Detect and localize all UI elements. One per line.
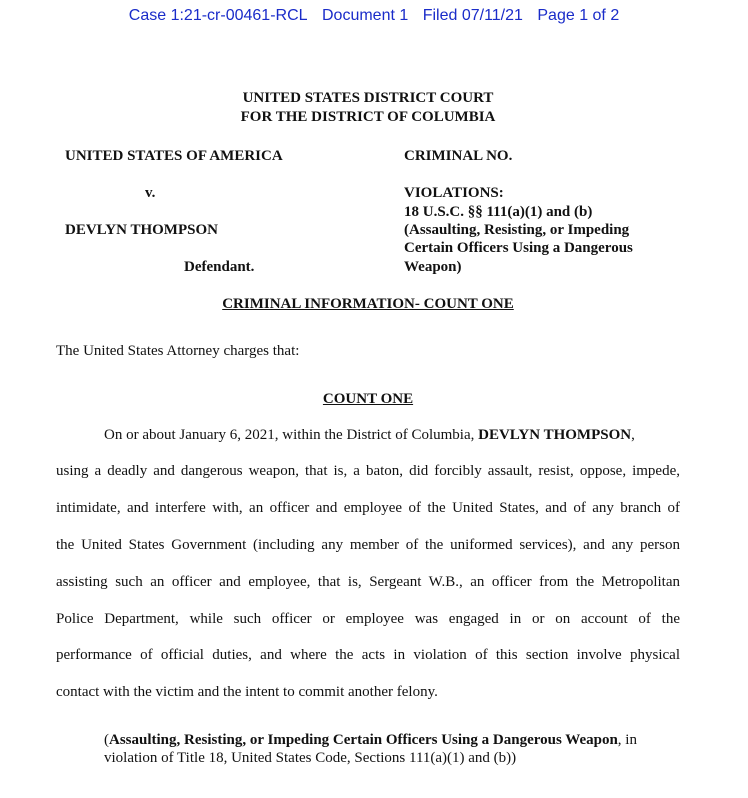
body-line: performance of official duties, and where the acts in violation of this section involve physical [56, 647, 680, 663]
body-line-last: contact with the victim and the intent to commit another felony. [56, 684, 438, 700]
count-title: COUNT ONE [322, 391, 414, 407]
defendant-name: DEVLYN THOMPSON [65, 222, 218, 238]
page-indicator: Page 1 of 2 [537, 7, 620, 24]
filed-date: Filed 07/11/21 [422, 7, 523, 24]
intro-text: The United States Attorney charges that: [56, 343, 300, 359]
violations-label: VIOLATIONS: [404, 185, 504, 201]
defendant-label: Defendant. [184, 259, 255, 275]
case-number: Case 1:21-cr-00461-RCL [128, 7, 308, 24]
violations-line: Certain Officers Using a Dangerous [404, 240, 633, 256]
citation-text: ( [104, 732, 109, 748]
defendant-name-inline: DEVLYN THOMPSON [478, 427, 632, 443]
violations-line: (Assaulting, Resisting, or Impeding [404, 222, 630, 238]
body-line: assisting such an officer and employee, that is, Sergeant W.B., an officer from the Metropolitan [56, 574, 680, 590]
ecf-header [0, 7, 748, 25]
body-line: using a deadly and dangerous weapon, that is, a baton, did forcibly assault, resist, oppose, impede, [56, 463, 680, 479]
violations-line: 18 U.S.C. §§ 111(a)(1) and (b) [404, 204, 593, 220]
information-title: CRIMINAL INFORMATION- COUNT ONE [222, 296, 514, 312]
citation-text: , in [617, 732, 637, 748]
body-text: , [631, 427, 635, 443]
document-number: Document 1 [321, 7, 409, 24]
citation-line2: violation of Title 18, United States Code, Sections 111(a)(1) and (b)) [104, 750, 517, 766]
court-name-line1: UNITED STATES DISTRICT COURT [242, 90, 494, 106]
court-name-line2: FOR THE DISTRICT OF COLUMBIA [240, 109, 496, 125]
body-line: Police Department, while such officer or employee was engaged in or on account of the [56, 611, 680, 627]
versus: v. [145, 185, 156, 201]
body-text: On or about January 6, 2021, within the District of Columbia, [104, 427, 475, 443]
citation-offense: Assaulting, Resisting, or Impeding Certain Officers Using a Dangerous Weapon [109, 732, 618, 748]
body-line: intimidate, and interfere with, an officer and employee of the United States, and of any branch of [56, 500, 680, 516]
violations-line: Weapon) [404, 259, 462, 275]
criminal-number: CRIMINAL NO. [404, 148, 513, 164]
body-line: the United States Government (including any member of the uniformed services), and any person [56, 537, 680, 553]
plaintiff: UNITED STATES OF AMERICA [65, 148, 283, 164]
citation-line1 [104, 733, 637, 748]
body-line-first [104, 428, 635, 443]
